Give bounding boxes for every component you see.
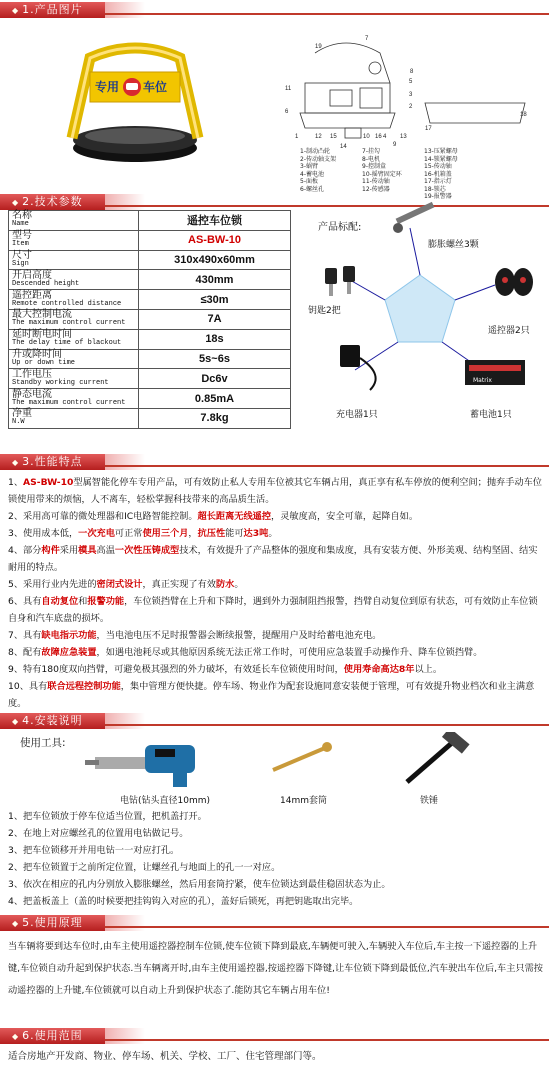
part-number: 6 <box>285 109 289 115</box>
drill-icon <box>85 735 215 790</box>
feature-item: 1、AS-BW-10型属智能化停车专用产品，可有效防止私人专用车位被其它车辆占用，真正享有私车停放的便利空间；抛弃手动车位锁使用带来的烦恼，人不离车，轻松掌握科技带来的高品质生活。 <box>8 477 542 505</box>
spec-key: 最大控制电流 The maximum control current <box>9 309 139 329</box>
part-number: 2 <box>409 104 413 110</box>
product-sign-text-left: 专用 <box>95 80 120 94</box>
section-title: ◆ 6.使用范围 <box>0 1028 105 1044</box>
accessories-title: 产品标配: <box>318 222 362 233</box>
battery-icon <box>465 360 525 385</box>
section-title: ◆ 1.产品图片 <box>0 2 105 18</box>
part-number: 18 <box>520 112 527 118</box>
spec-value: ≤30m <box>139 290 291 310</box>
part-number: 12 <box>315 134 322 140</box>
features-list <box>8 474 544 712</box>
tools-label: 使用工具: <box>20 737 66 749</box>
tool-hammer-caption: 铁锤 <box>420 796 439 806</box>
feature-item: 3、使用成本低，一次充电可正常使用三个月，抗压性能可达3吨。 <box>8 528 278 539</box>
feature-item: 9、特有180度双向挡臂，可避免极其强烈的外力破坏，有效延长车位锁使用时间，使用寿命高达8年以上。 <box>8 664 443 675</box>
parking-lock-product-image <box>50 28 220 168</box>
part-number: 8 <box>410 69 414 75</box>
spec-row <box>9 250 291 270</box>
spec-key: 尺寸 Sign <box>9 250 139 270</box>
feature-item: 10、具有联合远程控制功能，集中管理方便快捷。停车场、物业作为配套设施同意安装便于管理，可有效提升物业档次和业主满意度。 <box>8 681 535 709</box>
hammer-icon <box>395 732 475 787</box>
spec-value: 遥控车位锁 <box>139 211 291 231</box>
spec-row <box>9 389 291 409</box>
spec-value: 18s <box>139 329 291 349</box>
socket-wrench-icon <box>265 738 335 778</box>
spec-value: 0.85mA <box>139 389 291 409</box>
charger-icon <box>340 345 376 390</box>
section-header-features <box>0 454 549 470</box>
part-number: 17 <box>425 126 432 132</box>
spec-row <box>9 408 291 428</box>
spec-value: 7A <box>139 309 291 329</box>
key-icon <box>325 266 355 296</box>
feature-item: 6、具有自动复位和报警功能，车位锁挡臂在上升和下降时，遇到外力强制阻挡报警，挡臂自动复位到原有状态，可有效防止车位锁自身和汽车底盘的损坏。 <box>8 596 538 624</box>
spec-key: 静态电流 The maximum control current <box>9 389 139 409</box>
spec-key: 名称 Name <box>9 211 139 231</box>
spec-key: 开启高度 Descended height <box>9 270 139 290</box>
part-number: 5 <box>409 79 413 85</box>
install-step: 1、把车位锁放于停车位适当位置，把机盖打开。 <box>8 811 207 822</box>
spec-row <box>9 349 291 369</box>
part-number: 19 <box>315 44 322 50</box>
feature-item: 5、采用行业内先进的密闭式设计，真正实现了有效防水。 <box>8 579 244 590</box>
spec-value: Dc6v <box>139 369 291 389</box>
spec-value: 5s~6s <box>139 349 291 369</box>
spec-key: 升或降时间 Up or down time <box>9 349 139 369</box>
install-step: 3、把车位锁移开并用电钻一一对应打孔。 <box>8 845 180 856</box>
section-header-scope <box>0 1028 549 1044</box>
accessories-illustration <box>295 200 545 440</box>
part-number: 7 <box>365 36 369 42</box>
part-number: 15 <box>330 134 337 140</box>
section-title: ◆ 3.性能特点 <box>0 454 105 470</box>
part-number: 3 <box>409 92 413 98</box>
spec-value: 7.8kg <box>139 408 291 428</box>
install-step: 3、依次在相应的孔内分别放入膨胀螺丝，然后用套筒拧紧，使车位锁达到最佳稳固状态为止。 <box>8 879 391 890</box>
accessory-remote-label: 遥控器2只 <box>488 326 530 336</box>
feature-item: 8、配有故障应急装置，如遇电池耗尽或其他原因系统无法正常工作时，可使用应急装置手动操作升、降车位锁挡臂。 <box>8 647 483 658</box>
section-header-product-images <box>0 2 549 18</box>
spec-row <box>9 369 291 389</box>
spec-key: 工作电压 Standby working current <box>9 369 139 389</box>
section-title: ◆ 5.使用原理 <box>0 915 105 931</box>
spec-row <box>9 211 291 231</box>
spec-row <box>9 309 291 329</box>
part-number: 1 <box>295 134 299 140</box>
accessory-keys-label: 钥匙2把 <box>308 306 341 316</box>
feature-item: 2、采用高可靠的微处理器和IC电路智能控制。超长距离无线遥控，灵敏度高，安全可靠，起降自如。 <box>8 511 419 522</box>
part-number: 16 <box>375 134 382 140</box>
diagram-legend: 1-制动凸轮 7-挂勾 13-压紧螺母 2-传动轴支架 8-电机 14-锁紧螺母 3-蜗臂 9-控制盒 15-传动轴 4-蓄电池 10-摇臂固定环 16-机箱盖 5-面板 11-传动轴 17-指示灯 6-螺丝孔 12-传感器 18-锁芯 19-报警器 <box>300 148 458 200</box>
accessory-charger-label: 充电器1只 <box>336 410 378 420</box>
battery-brand-text: Matrix <box>473 377 492 384</box>
install-step: 4、把盖板盖上（盖的时候要把挂钩钩入对应的孔），盖好后锁死，再把钥匙取出完毕。 <box>8 896 359 907</box>
part-number: 13 <box>400 134 407 140</box>
bolt-icon <box>393 202 434 233</box>
section-header-installation <box>0 713 549 729</box>
part-number: 11 <box>285 86 292 92</box>
spec-row <box>9 290 291 310</box>
tool-socket-caption: 14mm套筒 <box>280 796 327 806</box>
spec-key: 型号 Item <box>9 230 139 250</box>
spec-key: 延时断电时间 The delay time of blackout <box>9 329 139 349</box>
principle-text: 当车辆将要到达车位时,由车主使用遥控器控制车位锁,使车位锁下降到最底,车辆便可驶入,车辆驶入车位后,车主按一下遥控器的上升键,车位锁自动升起到保护状态.当车辆离开时,由车主使用遥控器,按遥控器下降键,让车位锁下降到最低位,汽车驶出车位后,车主只需按动遥控器的上升键,车位锁就可以自动上升到保护状态了.能防其它车辆占用车位! <box>8 941 543 996</box>
feature-item: 7、具有缺电指示功能，当电池电压不足时报警器会断续报警，提醒用户及时给蓄电池充电。 <box>8 630 382 641</box>
part-number: 9 <box>393 142 397 148</box>
section-title: ◆ 2.技术参数 <box>0 194 105 210</box>
spec-row <box>9 329 291 349</box>
accessory-bolt-label: 膨胀螺丝3颗 <box>428 240 479 250</box>
spec-row <box>9 230 291 250</box>
spec-row <box>9 270 291 290</box>
section-header-principle <box>0 915 549 931</box>
part-number: 4 <box>383 134 387 140</box>
accessory-battery-label: 蓄电池1只 <box>470 410 512 420</box>
spec-table <box>8 210 291 429</box>
part-number: 14 <box>340 144 347 150</box>
spec-value: AS-BW-10 <box>139 230 291 250</box>
tool-drill-caption: 电钻(钻头直径10mm) <box>120 796 211 806</box>
spec-key: 遥控距离 Remote controlled distance <box>9 290 139 310</box>
spec-value: 310x490x60mm <box>139 250 291 270</box>
install-step: 2、把车位锁置于之前所定位置，让螺丝孔与地面上的孔一一对应。 <box>8 862 281 873</box>
product-sign-text-right: 车位 <box>143 80 168 94</box>
remote-icon <box>495 268 533 296</box>
spec-value: 430mm <box>139 270 291 290</box>
install-step: 2、在地上对应螺丝孔的位置用电钻做记号。 <box>8 828 189 839</box>
install-steps <box>8 808 544 910</box>
spec-key: 净重 N.W <box>9 408 139 428</box>
feature-item: 4、部分构件采用模具高温一次性压铸成型技术，有效提升了产品整体的强度和集成度，具有安装方便、外形美观、结构坚固、结实耐用的特点。 <box>8 545 538 573</box>
section-title: ◆ 4.安装说明 <box>0 713 105 729</box>
scope-text: 适合房地产开发商、物业、停车场、机关、学校、工厂、住宅管理部门等。 <box>8 1051 322 1062</box>
part-number: 10 <box>363 134 370 140</box>
